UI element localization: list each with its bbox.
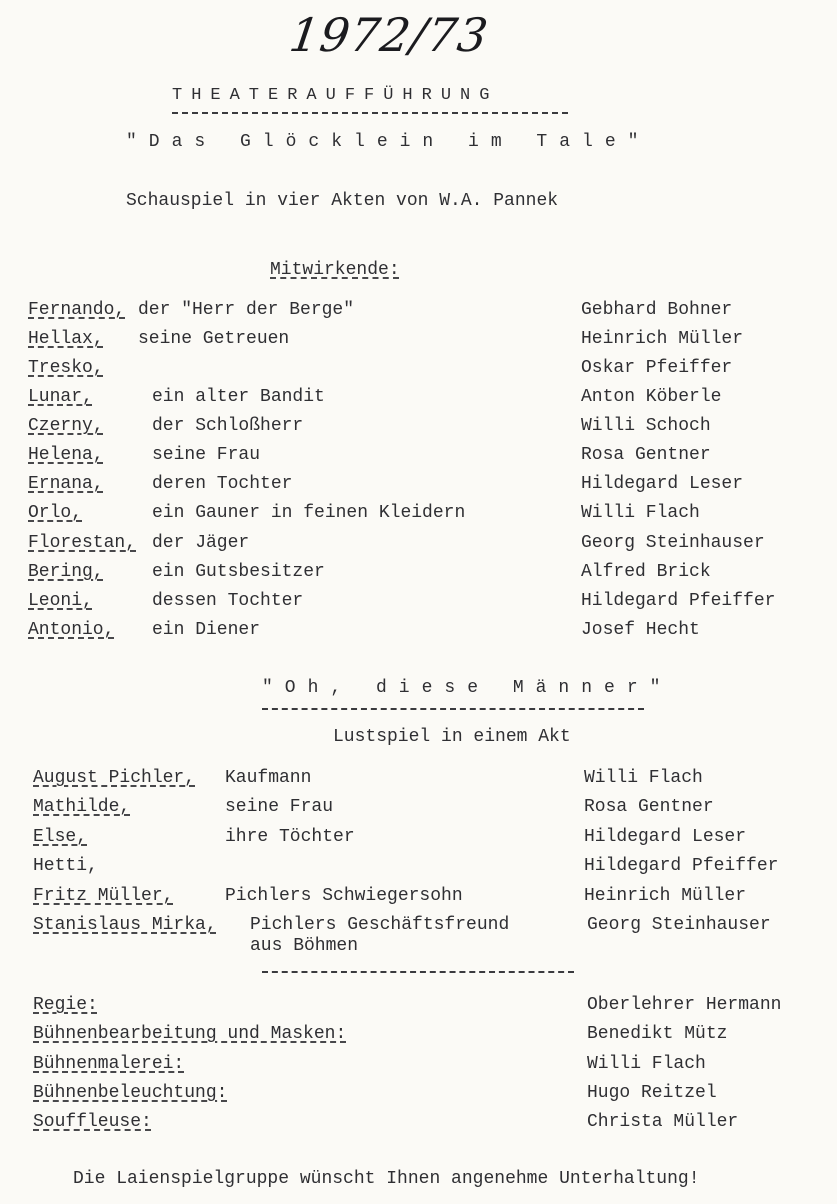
cast-actor: Josef Hecht (581, 620, 700, 640)
cast-desc: der Jäger (152, 533, 250, 553)
cast-role: Mathilde, (33, 797, 131, 817)
cast-role: Else, (33, 827, 88, 847)
cast-row (0, 591, 837, 615)
cast-role: Fernando, (28, 300, 126, 320)
cast-desc: ein Gauner in feinen Kleidern (152, 503, 466, 523)
cast-desc: der Schloßherr (152, 416, 304, 436)
cast-desc-continuation: aus Böhmen (250, 936, 359, 956)
program-heading: THEATERAUFFÜHRUNG (172, 86, 499, 105)
cast-role: Stanislaus Mirka, (33, 915, 217, 935)
crew-role: Bühnenbearbeitung und Masken: (33, 1024, 347, 1044)
play1-title: "Das Glöcklein im Tale" (126, 132, 651, 152)
cast-desc: ein alter Bandit (152, 387, 325, 407)
play1-subtitle: Schauspiel in vier Akten von W.A. Pannek (126, 191, 559, 211)
cast-desc: ihre Töchter (225, 827, 355, 847)
crew-row (0, 1054, 837, 1078)
cast-role: Florestan, (28, 533, 137, 553)
heading-underline (172, 112, 568, 114)
cast-actor: Rosa Gentner (581, 445, 711, 465)
cast-role: Lunar, (28, 387, 93, 407)
cast-actor: Hildegard Leser (584, 827, 747, 847)
cast-row (0, 886, 837, 910)
play2-title: "Oh, diese Männer" (262, 678, 673, 698)
crew-name: Oberlehrer Hermann (587, 995, 782, 1015)
play2-title-underline (262, 708, 644, 710)
cast-actor: Heinrich Müller (581, 329, 744, 349)
cast-row (0, 620, 837, 644)
footer-message: Die Laienspielgruppe wünscht Ihnen angenehme Unterhaltung! (73, 1169, 700, 1189)
cast-desc: ein Gutsbesitzer (152, 562, 325, 582)
crew-role: Bühnenbeleuchtung: (33, 1083, 228, 1103)
cast-row (0, 562, 837, 586)
cast-row (0, 387, 837, 411)
section-divider (262, 971, 574, 973)
cast-role: Bering, (28, 562, 104, 582)
cast-desc: Pichlers Schwiegersohn (225, 886, 463, 906)
cast-actor: Anton Köberle (581, 387, 722, 407)
cast-row (0, 416, 837, 440)
cast-actor: Rosa Gentner (584, 797, 714, 817)
cast-actor: Georg Steinhauser (581, 533, 765, 553)
cast-role: Helena, (28, 445, 104, 465)
crew-name: Willi Flach (587, 1054, 706, 1074)
cast-row (0, 474, 837, 498)
cast-actor: Willi Flach (584, 768, 703, 788)
cast-row (0, 503, 837, 527)
cast-row (0, 915, 837, 939)
cast-row (0, 300, 837, 324)
cast-actor: Gebhard Bohner (581, 300, 733, 320)
cast-actor: Hildegard Pfeiffer (581, 591, 776, 611)
cast-desc: Pichlers Geschäftsfreund (250, 915, 510, 935)
crew-name: Hugo Reitzel (587, 1083, 717, 1103)
cast-row (0, 856, 837, 880)
cast-desc: seine Getreuen (138, 329, 290, 349)
cast-actor: Alfred Brick (581, 562, 711, 582)
cast-actor: Georg Steinhauser (587, 915, 771, 935)
crew-name: Christa Müller (587, 1112, 739, 1132)
cast-actor: Willi Flach (581, 503, 700, 523)
crew-row (0, 995, 837, 1019)
cast-role: Ernana, (28, 474, 104, 494)
cast-row (0, 797, 837, 821)
season-year: 1972/73 (286, 8, 492, 62)
cast-desc: ein Diener (152, 620, 261, 640)
cast-role: Orlo, (28, 503, 83, 523)
play2-subtitle: Lustspiel in einem Akt (333, 727, 571, 747)
crew-role: Regie: (33, 995, 98, 1015)
crew-role: Souffleuse: (33, 1112, 152, 1132)
cast-desc: der "Herr der Berge" (138, 300, 355, 320)
crew-role: Bühnenmalerei: (33, 1054, 185, 1074)
cast-actor: Oskar Pfeiffer (581, 358, 733, 378)
crew-row (0, 1024, 837, 1048)
cast-desc: seine Frau (152, 445, 261, 465)
cast-row (0, 768, 837, 792)
cast-row (0, 445, 837, 469)
cast-actor: Hildegard Pfeiffer (584, 856, 779, 876)
cast-desc: Kaufmann (225, 768, 312, 788)
cast-heading: Mitwirkende: (270, 260, 400, 280)
cast-role: Czerny, (28, 416, 104, 436)
cast-row (0, 827, 837, 851)
cast-role: Leoni, (28, 591, 93, 611)
cast-role: August Pichler, (33, 768, 196, 788)
cast-role: Antonio, (28, 620, 115, 640)
cast-actor: Heinrich Müller (584, 886, 747, 906)
cast-row (0, 358, 837, 382)
crew-name: Benedikt Mütz (587, 1024, 728, 1044)
cast-row (0, 533, 837, 557)
cast-desc: deren Tochter (152, 474, 293, 494)
cast-role: Tresko, (28, 358, 104, 378)
cast-row (0, 329, 837, 353)
cast-desc: dessen Tochter (152, 591, 304, 611)
crew-row (0, 1083, 837, 1107)
cast-role: Fritz Müller, (33, 886, 174, 906)
cast-desc: seine Frau (225, 797, 334, 817)
cast-role: Hetti, (33, 856, 98, 876)
cast-role: Hellax, (28, 329, 104, 349)
cast-actor: Hildegard Leser (581, 474, 744, 494)
crew-row (0, 1112, 837, 1136)
cast-actor: Willi Schoch (581, 416, 711, 436)
